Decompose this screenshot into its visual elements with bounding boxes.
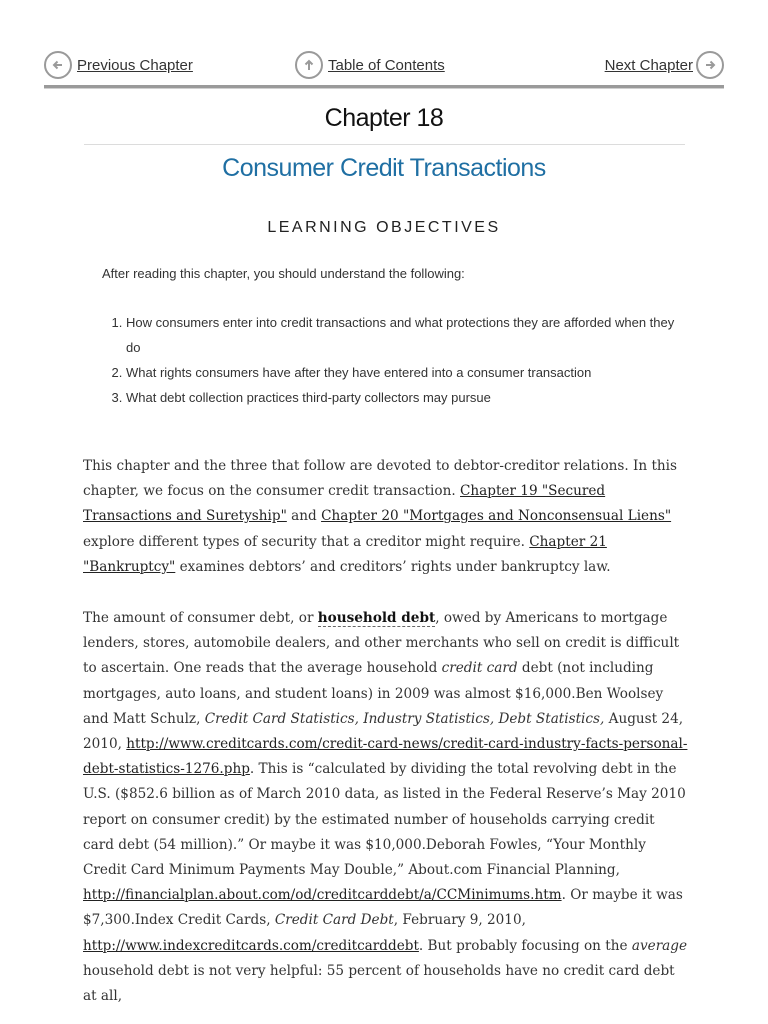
about-financialplan-url-link[interactable]: http://financialplan.about.com/od/creditcarddebt/a/CCMinimums.htm — [83, 887, 562, 904]
learning-objectives-list — [110, 310, 686, 410]
household-debt-glossary-term[interactable]: household debt — [317, 610, 436, 626]
navigation-divider — [44, 85, 724, 89]
chapter-19-link[interactable]: Chapter 19 "Secured Transactions and Suretyship" — [83, 483, 606, 525]
creditcards-url-link[interactable]: http://www.creditcards.com/credit-card-news/credit-card-industry-facts-personal-debt-statistics-1276.php — [83, 736, 688, 778]
table-of-contents-link[interactable] — [295, 48, 445, 82]
paragraph-text: explore different types of security that a creditor might require. — [83, 533, 530, 550]
arrow-right-icon — [696, 51, 724, 79]
learning-objectives-intro: After reading this chapter, you should understand the following: — [102, 266, 465, 281]
chapter-navigation — [44, 48, 724, 88]
arrow-left-icon — [44, 51, 72, 79]
chapter-number: Chapter 18 — [324, 104, 444, 132]
chapter-title: Consumer Credit Transactions — [222, 154, 546, 182]
previous-chapter-link[interactable] — [44, 48, 193, 82]
paragraph-text: . This is “calculated by dividing the total revolving debt in the U.S. ($852.6 billion as of March 2010 data, as listed in the Federal Reserve’s May 2010 report on consumer credit) by the estimated number of households carrying credit card debt (54 million).” Or maybe it was $10,000.Deborah Fowles, “Your Monthly Credit Card Minimum Payments May Double,” About.com Financial Planning, — [83, 761, 686, 879]
arrow-up-icon — [295, 51, 323, 79]
indexcreditcards-url-link[interactable]: http://www.indexcreditcards.com/creditcarddebt — [83, 937, 419, 954]
paragraph-text: and — [286, 508, 322, 525]
paragraph-text: . Or maybe it was $7,300.Index Credit Cards, — [83, 887, 683, 929]
next-chapter-link[interactable] — [605, 48, 724, 82]
paragraph-text: , February 9, 2010, — [393, 912, 526, 929]
paragraph-text: The amount of consumer debt, or — [83, 610, 318, 626]
list-item: 2. What rights consumers have after they have entered into a consumer transaction — [126, 360, 686, 385]
household-debt-paragraph — [83, 606, 689, 1009]
emphasis-text: credit card — [441, 660, 518, 677]
chapter-21-link[interactable]: Chapter 21 "Bankruptcy" — [83, 533, 607, 575]
list-item: 3. What debt collection practices third-party collectors may pursue — [126, 385, 686, 410]
table-of-contents-label: Table of Contents — [328, 56, 445, 74]
paragraph-text: debt (not including mortgages, auto loans, and student loans) in 2009 was almost $16,000.Ben Woolsey and Matt Schulz, — [83, 660, 664, 727]
paragraph-text: examines debtors’ and creditors’ rights under bankruptcy law. — [175, 558, 611, 575]
list-item: 1. How consumers enter into credit transactions and what protections they are afforded when they do — [126, 310, 686, 360]
title-divider — [84, 144, 685, 145]
learning-objectives-heading: LEARNING OBJECTIVES — [267, 219, 501, 236]
paragraph-text: . But probably focusing on the — [418, 937, 632, 954]
paragraph-text: , owed by Americans to mortgage lenders, stores, automobile dealers, and other merchants who sell on credit is difficult to ascertain. One reads that the average household — [83, 610, 680, 677]
emphasis-text: Credit Card Debt — [274, 912, 394, 929]
chapter-20-link[interactable]: Chapter 20 "Mortgages and Nonconsensual Liens" — [321, 508, 672, 525]
emphasis-text: average — [631, 937, 688, 954]
intro-paragraph — [83, 454, 689, 580]
paragraph-text: August 24, 2010, — [83, 710, 684, 753]
paragraph-text: household debt is not very helpful: 55 percent of households have no credit card debt at all, — [83, 962, 675, 1005]
emphasis-text: Credit Card Statistics, Industry Statistics, Debt Statistics, — [204, 710, 605, 727]
previous-chapter-label: Previous Chapter — [77, 56, 193, 74]
paragraph-text: This chapter and the three that follow are devoted to debtor-creditor relations. In this chapter, we focus on the consumer credit transaction. — [83, 458, 678, 500]
next-chapter-label: Next Chapter — [604, 56, 693, 74]
